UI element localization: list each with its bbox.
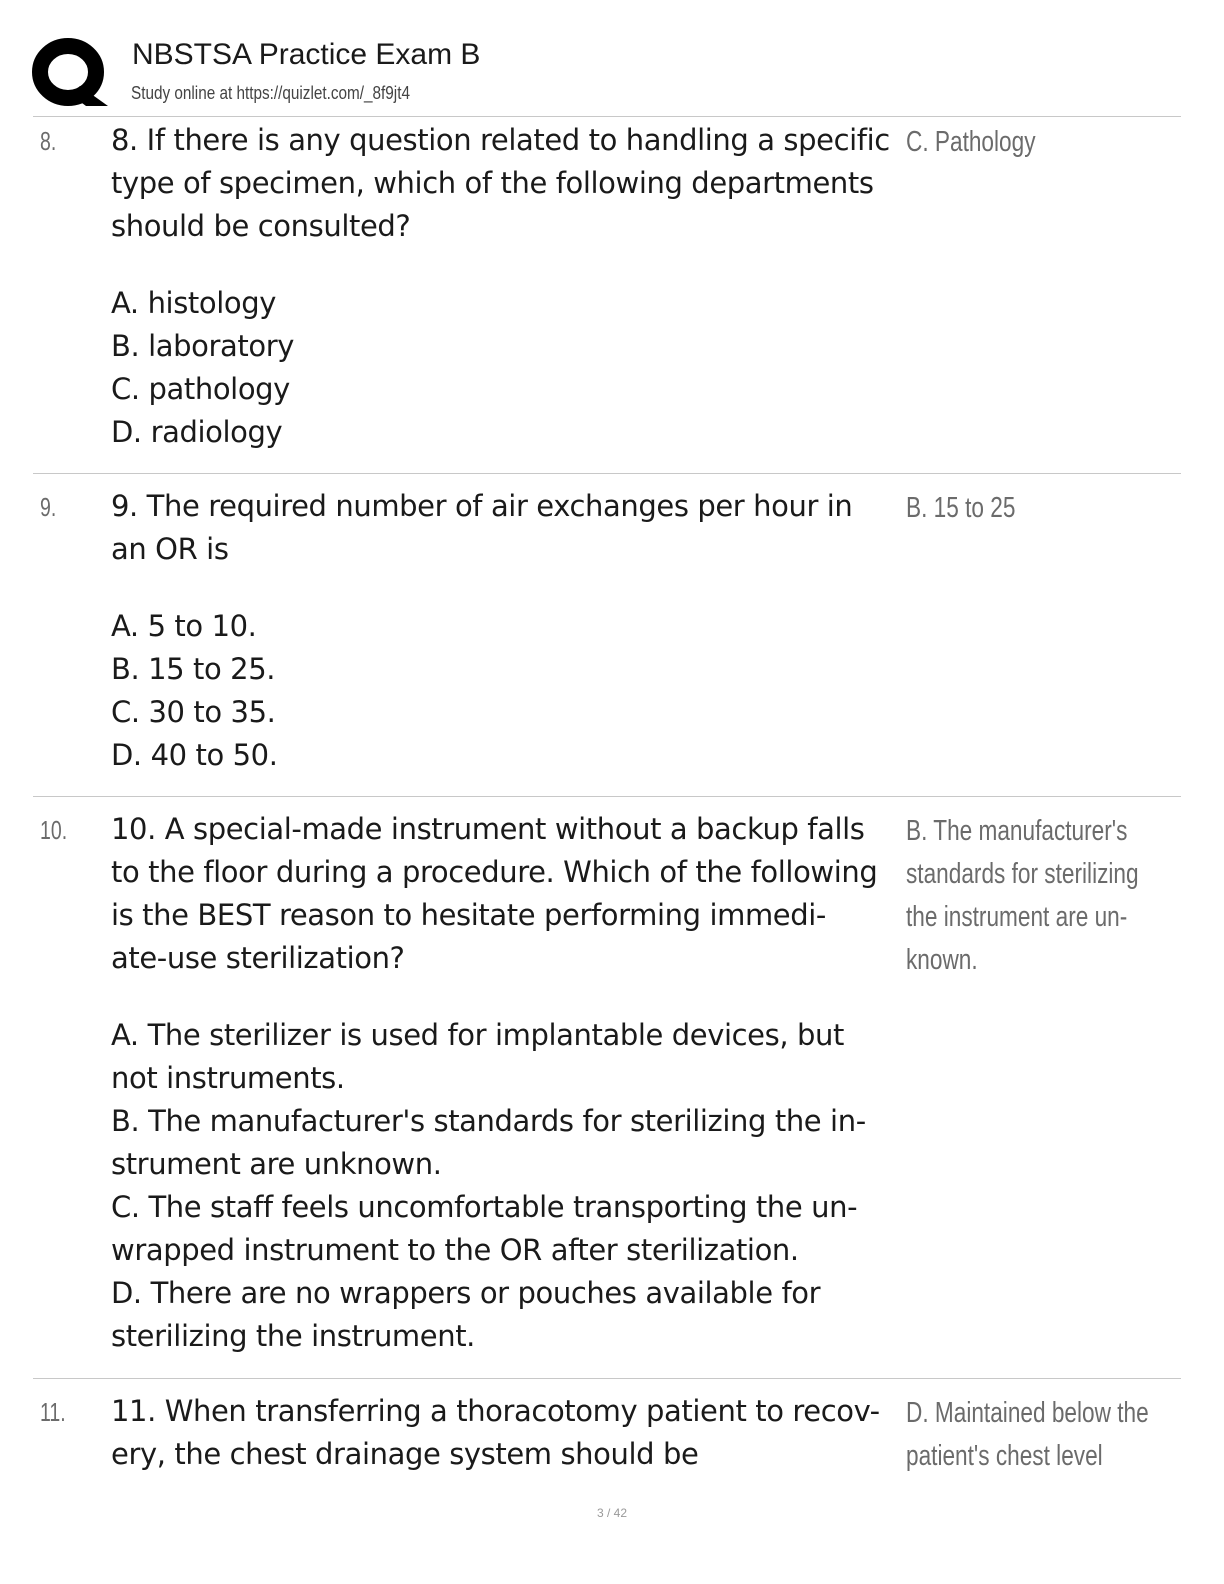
choice-line: B. 15 to 25. [111,652,276,686]
question-block [111,119,911,454]
choice-line: C. pathology [111,372,290,406]
choice-line: not instruments. [111,1061,345,1095]
card-number: 10. [40,815,68,845]
choice-line: A. histology [111,286,276,320]
answer-line: known. [906,944,978,976]
answer-line: standards for sterilizing [906,858,1139,890]
question-line: is the BEST reason to hesitate performing immedi- [111,898,826,932]
choice-line: sterilizing the instrument. [111,1319,475,1353]
page-title: NBSTSA Practice Exam B [132,38,481,71]
choice-line: strument are unknown. [111,1147,442,1181]
answer-block [906,810,1139,982]
choice-line: B. laboratory [111,329,295,363]
choice-line: D. 40 to 50. [111,738,278,772]
question-line: ate-use sterilization? [111,941,405,975]
question-line: 9. The required number of air exchanges per hour in [111,489,853,523]
quizlet-logo-icon [30,36,110,108]
choice-line: C. The staff feels uncomfortable transporting the un- [111,1190,858,1224]
choice-line: C. 30 to 35. [111,695,276,729]
choice-line: A. 5 to 10. [111,609,257,643]
answer-block [906,121,1036,164]
question-line: 10. A special-made instrument without a backup falls [111,812,865,846]
answer-line: B. 15 to 25 [906,492,1016,524]
divider [33,1378,1181,1379]
card-number: 11. [40,1397,66,1427]
card-number: 9. [40,492,57,522]
answer-line: C. Pathology [906,126,1036,158]
question-block [111,808,911,1358]
choices-list [111,282,911,454]
divider [33,473,1181,474]
study-online-link[interactable]: Study online at https://quizlet.com/_8f9jt4 [131,83,410,103]
question-line: type of specimen, which of the following departments [111,166,874,200]
page-number: 3 / 42 [596,1506,628,1520]
answer-line: B. The manufacturer's [906,815,1128,847]
answer-block [906,487,1015,530]
question-block [111,1390,911,1476]
divider [33,796,1181,797]
card-number: 8. [40,126,57,156]
choice-line: D. radiology [111,415,283,449]
choice-line: D. There are no wrappers or pouches available for [111,1276,821,1310]
question-block [111,485,911,777]
question-line: an OR is [111,532,229,566]
answer-line: D. Maintained below the [906,1397,1149,1429]
answer-line: patient's chest level [906,1440,1103,1472]
choice-line: A. The sterilizer is used for implantable devices, but [111,1018,844,1052]
question-line: 8. If there is any question related to handling a specific [111,123,890,157]
choices-list [111,1014,911,1358]
choice-line: B. The manufacturer's standards for sterilizing the in- [111,1104,866,1138]
question-line: 11. When transferring a thoracotomy patient to recov- [111,1394,880,1428]
question-line: should be consulted? [111,209,411,243]
choice-line: wrapped instrument to the OR after sterilization. [111,1233,799,1267]
answer-block [906,1392,1149,1478]
choices-list [111,605,911,777]
question-line: to the floor during a procedure. Which of the following [111,855,878,889]
divider [33,116,1181,117]
answer-line: the instrument are un- [906,901,1128,933]
question-line: ery, the chest drainage system should be [111,1437,699,1471]
